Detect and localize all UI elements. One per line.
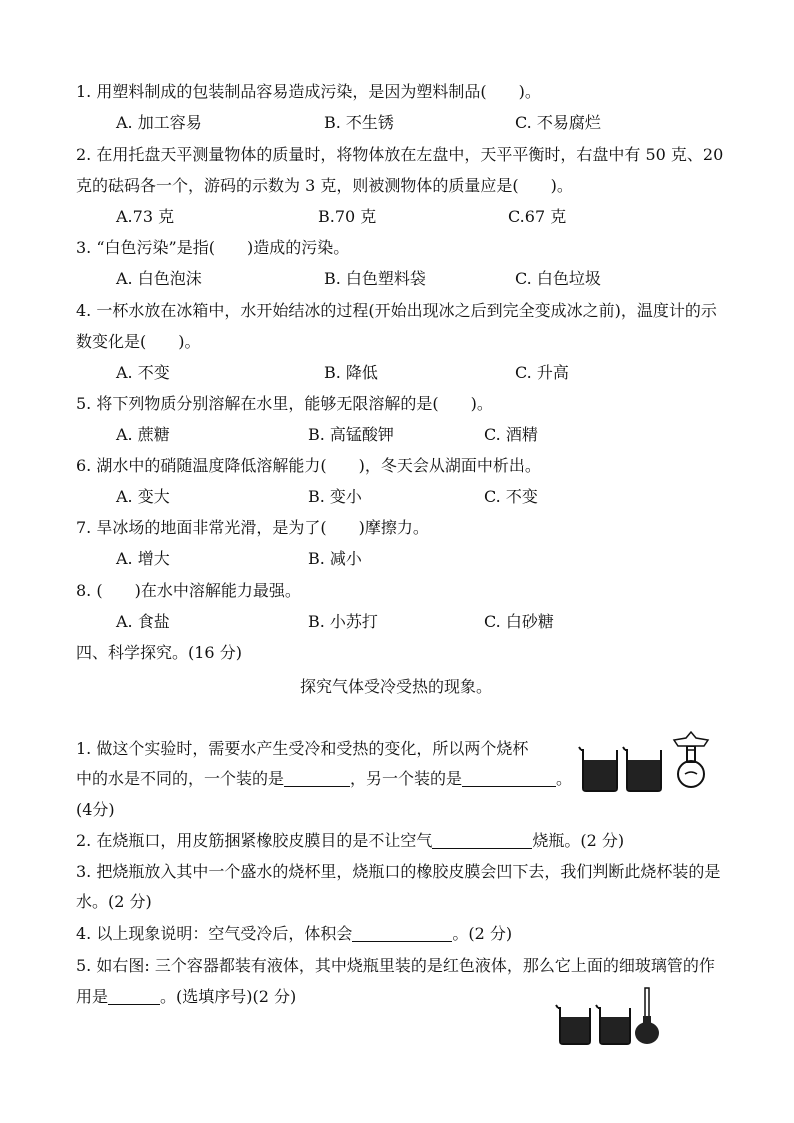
answer-blank-volume[interactable] [352,923,452,942]
inquiry-q1-part3: 。 [556,769,573,788]
beaker-icon [596,1005,630,1044]
question-1-option-a: A. 加工容易 [116,113,202,132]
inquiry-q4-part1: 4. 以上现象说明：空气受冷后，体积会 [76,924,353,943]
question-2-text: 2. 在用托盘天平测量物体的质量时，将物体放在左盘中，天平平衡时，右盘中有 50 克、20 [76,145,724,164]
inquiry-q2-part1: 2. 在烧瓶口，用皮筋捆紧橡胶皮膜目的是不让空气 [76,831,433,850]
question-2-text-cont: 克的砝码各一个，游码的示数为 3 克，则被测物体的质量应是( )。 [76,176,573,195]
question-8-text: 8. ( )在水中溶解能力最强。 [76,581,301,600]
question-1-option-b: B. 不生锈 [324,113,394,132]
question-6-option-a: A. 变大 [116,487,170,506]
question-3-option-a: A. 白色泡沫 [116,269,202,288]
inquiry-q1-part2: ，另一个装的是 [350,769,463,788]
beaker-icon [623,747,661,791]
inquiry-q1-score: (4分) [76,800,115,819]
question-8-option-a: A. 食盐 [116,612,170,631]
inquiry-q2-part2: 烧瓶。(2 分) [532,831,625,850]
inquiry-q5-part2: 。(选填序号)(2 分) [160,987,297,1006]
figure-beakers-flask-tube [554,986,670,1048]
inquiry-q3-line2: 水。(2 分) [76,892,152,911]
inquiry-q4-line [76,923,512,945]
question-4-text-cont: 数变化是( )。 [76,332,201,351]
beaker-icon [556,1005,590,1044]
question-3-option-b: B. 白色塑料袋 [324,269,426,288]
section-heading: 四、科学探究。(16 分) [76,643,242,662]
question-5-option-a: A. 蔗糖 [116,425,170,444]
question-4-text: 4. 一杯水放在冰箱中，水开始结冰的过程(开始出现冰之后到完全变成冰之前)，温度计的示 [76,301,717,320]
answer-blank-tube-purpose[interactable] [108,986,160,1005]
answer-blank-cold-water[interactable] [284,768,350,787]
question-7-option-b: B. 减小 [308,549,362,568]
section-subtitle: 探究气体受冷受热的现象。 [300,677,493,696]
question-1-option-c: C. 不易腐烂 [515,113,601,132]
question-1-text: 1. 用塑料制成的包装制品容易造成污染，是因为塑料制品( )。 [76,82,541,101]
question-5-option-c: C. 酒精 [484,425,538,444]
question-7-option-a: A. 增大 [116,549,170,568]
question-4-option-a: A. 不变 [116,363,170,382]
inquiry-q4-part2: 。(2 分) [452,924,513,943]
flask-icon [674,732,708,787]
question-2-option-b: B.70 克 [318,207,377,226]
question-3-option-c: C. 白色垃圾 [515,269,601,288]
inquiry-q1-part1: 中的水是不同的，一个装的是 [76,769,285,788]
flask-with-tube-icon [635,988,659,1044]
answer-blank-hot-water[interactable] [462,768,556,787]
question-7-text: 7. 旱冰场的地面非常光滑，是为了( )摩擦力。 [76,518,429,537]
question-5-option-b: B. 高锰酸钾 [308,425,394,444]
question-5-text: 5. 将下列物质分别溶解在水里，能够无限溶解的是( )。 [76,394,493,413]
inquiry-q5-line1: 5. 如右图: 三个容器都装有液体，其中烧瓶里装的是红色液体，那么它上面的细玻璃管的作 [76,956,715,975]
inquiry-q5-part1: 用是 [76,987,109,1006]
inquiry-q3-line1: 3. 把烧瓶放入其中一个盛水的烧杯里，烧瓶口的橡胶皮膜会凹下去，我们判断此烧杯装的是 [76,862,721,881]
figure-beakers-flask-membrane [578,730,726,794]
question-6-option-b: B. 变小 [308,487,362,506]
question-2-option-c: C.67 克 [508,207,567,226]
inquiry-q2-line [76,830,624,852]
question-4-option-b: B. 降低 [324,363,378,382]
question-3-text: 3. “白色污染”是指( )造成的污染。 [76,238,350,257]
inquiry-q1-line2 [76,768,572,790]
question-8-option-c: C. 白砂糖 [484,612,554,631]
question-4-option-c: C. 升高 [515,363,569,382]
question-6-text: 6. 湖水中的硝随温度降低溶解能力( )，冬天会从湖面中析出。 [76,456,541,475]
question-8-option-b: B. 小苏打 [308,612,378,631]
answer-blank-air[interactable] [432,830,532,849]
inquiry-q5-line2 [76,986,296,1008]
inquiry-q1-line1: 1. 做这个实验时，需要水产生受冷和受热的变化，所以两个烧杯 [76,739,529,758]
question-6-option-c: C. 不变 [484,487,538,506]
beaker-icon [579,747,617,791]
question-2-option-a: A.73 克 [116,207,175,226]
